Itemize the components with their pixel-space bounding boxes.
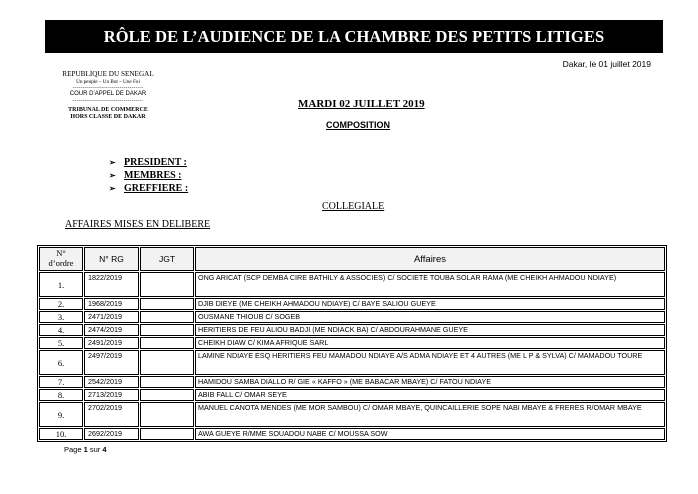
role-label: PRESIDENT : <box>124 157 187 168</box>
cell-rg: 2497/2019 <box>84 350 139 375</box>
cell-affaire: HAMIDOU SAMBA DIALLO R/ GIE « KAFFO » (ME BABACAR MBAYE) C/ FATOU NDIAYE <box>195 376 665 388</box>
cell-ordre: 3. <box>39 311 83 323</box>
institution-block <box>44 70 172 121</box>
separator-line: ------------------------------------ <box>72 85 144 91</box>
republic-name: REPUBLIQUE DU SENEGAL <box>62 70 154 78</box>
cell-ordre: 10. <box>39 428 83 440</box>
cell-affaire: ABIB FALL C/ OMAR SEYE <box>195 389 665 401</box>
cell-jgt <box>140 402 194 427</box>
cell-rg: 1822/2019 <box>84 272 139 297</box>
cell-jgt <box>140 428 194 440</box>
arrow-bullet-icon: ➢ <box>109 171 116 180</box>
cell-affaire: OUSMANE THIOUB C/ SOGEB <box>195 311 665 323</box>
composition-heading: COMPOSITION <box>326 120 391 130</box>
table-row <box>39 389 665 401</box>
cell-affaire: LAMINE NDIAYE ESQ HERITIERS FEU MAMADOU NDIAYE A/S ADMA NDIAYE ET 4 AUTRES (ME L P & SYLVA) C/ MAMADOU TOURE <box>195 350 665 375</box>
cell-jgt <box>140 337 194 349</box>
cell-ordre: 5. <box>39 337 83 349</box>
cell-ordre: 2. <box>39 298 83 310</box>
role-president <box>109 156 188 169</box>
cell-jgt <box>140 272 194 297</box>
table-row <box>39 311 665 323</box>
table-row <box>39 298 665 310</box>
cell-ordre: 8. <box>39 389 83 401</box>
cell-rg: 2692/2019 <box>84 428 139 440</box>
session-date: MARDI 02 JUILLET 2019 <box>298 98 425 110</box>
composition-roles <box>109 156 188 195</box>
role-label: GREFFIERE : <box>124 183 189 194</box>
section-title: AFFAIRES MISES EN DELIBERE <box>65 219 211 230</box>
role-label: MEMBRES : <box>124 170 182 181</box>
document-title-banner <box>45 20 663 53</box>
court-name: COUR D’APPEL DE DAKAR <box>69 91 147 97</box>
cell-rg: 2542/2019 <box>84 376 139 388</box>
arrow-bullet-icon: ➢ <box>109 158 116 167</box>
cell-ordre: 7. <box>39 376 83 388</box>
cell-jgt <box>140 324 194 336</box>
cell-rg: 2491/2019 <box>84 337 139 349</box>
arrow-bullet-icon: ➢ <box>109 184 116 193</box>
cell-affaire: HERITIERS DE FEU ALIOU BADJI (ME NDIACK BA) C/ ABDOURAHMANE GUEYE <box>195 324 665 336</box>
document-title: RÔLE DE L’AUDIENCE DE LA CHAMBRE DES PETITS LITIGES <box>103 27 605 46</box>
page-number: Page 1 sur 4 <box>64 445 107 454</box>
cases-table <box>37 245 667 442</box>
tribunal-name <box>44 107 172 121</box>
document-date: Dakar, le 01 juillet 2019 <box>562 59 651 69</box>
tribunal-line-2: HORS CLASSE DE DAKAR <box>70 114 146 121</box>
cell-jgt <box>140 298 194 310</box>
cell-jgt <box>140 376 194 388</box>
table-header-row <box>39 247 665 271</box>
column-header-rg: N° RG <box>84 247 139 271</box>
cell-affaire: MANUEL CANOTA MENDES (ME MOR SAMBOU) C/ OMAR MBAYE, QUINCAILLERIE SOPE NABI MBAYE & FRERES R/OMAR MBAYE <box>195 402 665 427</box>
cell-jgt <box>140 389 194 401</box>
table-row <box>39 272 665 297</box>
column-header-affaires: Affaires <box>195 247 665 271</box>
table-row <box>39 428 665 440</box>
current-page: 1 <box>83 445 88 454</box>
table-row <box>39 337 665 349</box>
cell-rg: 2713/2019 <box>84 389 139 401</box>
cell-affaire: ONG ARICAT (SCP DEMBA CIRE BATHILY & ASSOCIES) C/ SOCIETE TOUBA SOLAR RAMA (ME CHEIKH AHMADOU NDIAYE) <box>195 272 665 297</box>
cell-rg: 2474/2019 <box>84 324 139 336</box>
cell-rg: 1968/2019 <box>84 298 139 310</box>
column-header-jgt: JGT <box>140 247 194 271</box>
cell-ordre: 4. <box>39 324 83 336</box>
cell-rg: 2471/2019 <box>84 311 139 323</box>
cell-ordre: 6. <box>39 350 83 375</box>
tribunal-line-1: TRIBUNAL DE COMMERCE <box>68 107 148 113</box>
separator-line-2: ------------------------------------ <box>72 98 144 104</box>
formation-heading: COLLEGIALE <box>322 201 385 212</box>
cell-jgt <box>140 350 194 375</box>
total-pages: 4 <box>102 445 107 454</box>
cell-affaire: CHEIKH DIAW C/ KIMA AFRIQUE SARL <box>195 337 665 349</box>
cell-jgt <box>140 311 194 323</box>
table-row <box>39 376 665 388</box>
role-membres <box>109 169 188 182</box>
column-header-ordre: N° d’ordre <box>39 247 83 271</box>
cell-affaire: AWA GUEYE R/MME SOUADOU NABE C/ MOUSSA SOW <box>195 428 665 440</box>
table-row <box>39 350 665 375</box>
cell-ordre: 9. <box>39 402 83 427</box>
cell-affaire: DJIB DIEYE (ME CHEIKH AHMADOU NDIAYE) C/ BAYE SALIOU GUEYE <box>195 298 665 310</box>
cell-rg: 2702/2019 <box>84 402 139 427</box>
national-motto: Un peuple – Un But – Une Foi <box>76 79 140 85</box>
role-greffiere <box>109 182 188 195</box>
table-row <box>39 324 665 336</box>
cell-ordre: 1. <box>39 272 83 297</box>
table-row <box>39 402 665 427</box>
